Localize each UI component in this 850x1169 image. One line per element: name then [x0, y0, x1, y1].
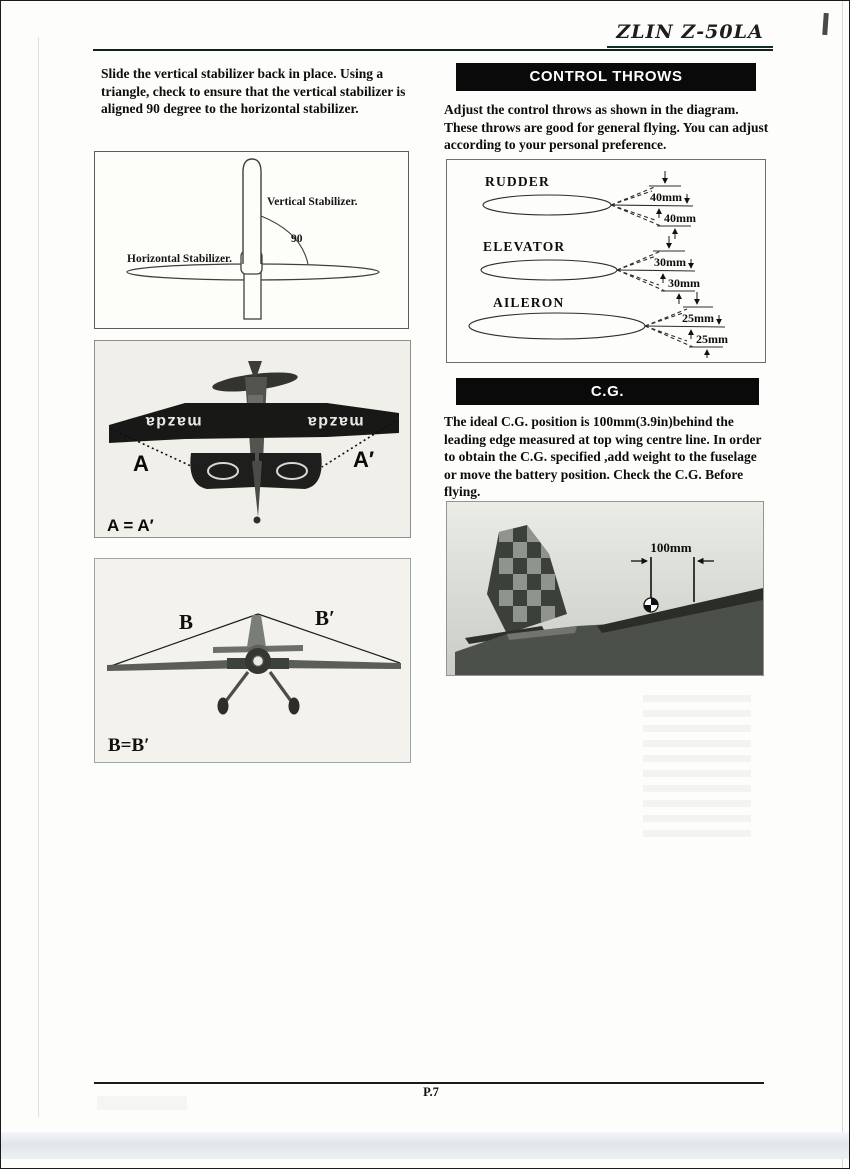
horizontal-stabilizer-label: Horizontal Stabilizer. [127, 253, 232, 265]
elevator-center-line [617, 270, 695, 271]
rudder-label: RUDDER [485, 174, 550, 189]
airplane-front-view-photo [95, 559, 410, 762]
stabilizer-diagram [95, 152, 408, 328]
spinner-shape [253, 656, 264, 667]
elevator-down-value: 30mm [668, 276, 700, 290]
page-showthrough [97, 1096, 187, 1110]
header-rule [93, 49, 773, 51]
right-wheel-shape [289, 698, 300, 715]
cg-dimension-label: 100mm [650, 540, 692, 555]
angle-90-label: 90 [291, 233, 303, 245]
footer-rule [94, 1082, 764, 1084]
page-showthrough [643, 689, 751, 837]
control-throws-diagram [447, 160, 765, 362]
aileron-up-deflection [645, 309, 687, 326]
fin-lower-post-shape [244, 273, 261, 319]
aileron-throw-group [469, 292, 728, 358]
scan-artifact-mark [822, 13, 829, 35]
aileron-down-value: 25mm [696, 332, 728, 346]
airplane-top-view-photo [95, 341, 410, 537]
top-view-photo-figure [94, 340, 411, 538]
label-b: B [179, 610, 194, 634]
rudder-throw-group [483, 171, 696, 239]
elevator-up-value: 30mm [654, 255, 686, 269]
left-wheel-shape [218, 698, 229, 715]
cg-location-photo [447, 502, 763, 675]
vertical-stabilizer-label: Vertical Stabilizer. [267, 196, 358, 208]
stabilizer-diagram-figure [94, 151, 409, 329]
scan-shadow-band [1, 1132, 850, 1159]
control-throws-header: CONTROL THROWS [456, 63, 756, 91]
front-view-photo-figure [94, 558, 411, 763]
rudder-surface-shape [483, 195, 611, 215]
aileron-down-deflection [645, 326, 693, 347]
tail-wheel-shape [254, 517, 261, 524]
cg-header: C.G. [456, 378, 759, 405]
page-title: ZLIN Z-50LA [607, 21, 773, 48]
vertical-stabilizer-shape [243, 159, 261, 264]
rudder-up-value: 40mm [650, 190, 682, 204]
right-elevator-shape [259, 453, 322, 489]
scan-edge-right [842, 1, 843, 1169]
left-elevator-shape [190, 453, 255, 489]
page-number: P.7 [423, 1085, 439, 1099]
aileron-center-line [645, 326, 725, 327]
rudder-center-line [611, 205, 693, 206]
control-throws-text: Adjust the control throws as shown in the diagram. These throws are good for general flying. You can adjust according to your personal preference. [444, 102, 769, 152]
scan-edge-left [38, 37, 39, 1117]
elevator-surface-shape [481, 260, 617, 280]
cg-symbol-icon [644, 598, 658, 612]
rudder-down-deflection [611, 205, 661, 226]
wing-logo-text-right: mazda [306, 413, 364, 430]
wing-logo-text-left: mazda [144, 413, 202, 430]
aileron-label: AILERON [493, 295, 565, 310]
elevator-throw-group [481, 236, 700, 304]
cg-text: The ideal C.G. position is 100mm(3.9in)behind the leading edge measured at top wing centre line. In order to obtain the C.G. specified ,add weight to the fuselage or move the battery position. Check the C.G. Before flying. [444, 414, 762, 499]
elevator-down-deflection [617, 270, 665, 291]
equality-a-label: A = A′ [107, 516, 154, 535]
label-b-prime: B′ [315, 606, 335, 630]
rudder-down-value: 40mm [664, 211, 696, 225]
stabilizer-instructions-text: Slide the vertical stabilizer back in place. Using a triangle, check to ensure that the vertical stabilizer is aligned 90 degree to the horizontal stabilizer. [101, 66, 406, 116]
cg-photo-figure [446, 501, 764, 676]
label-a-prime: A′ [353, 447, 375, 472]
control-throws-figure [446, 159, 766, 363]
aileron-surface-shape [469, 313, 645, 339]
equality-b-label: B=B′ [108, 735, 150, 756]
label-a: A [133, 451, 149, 476]
elevator-label: ELEVATOR [483, 239, 566, 254]
aileron-up-value: 25mm [682, 311, 714, 325]
